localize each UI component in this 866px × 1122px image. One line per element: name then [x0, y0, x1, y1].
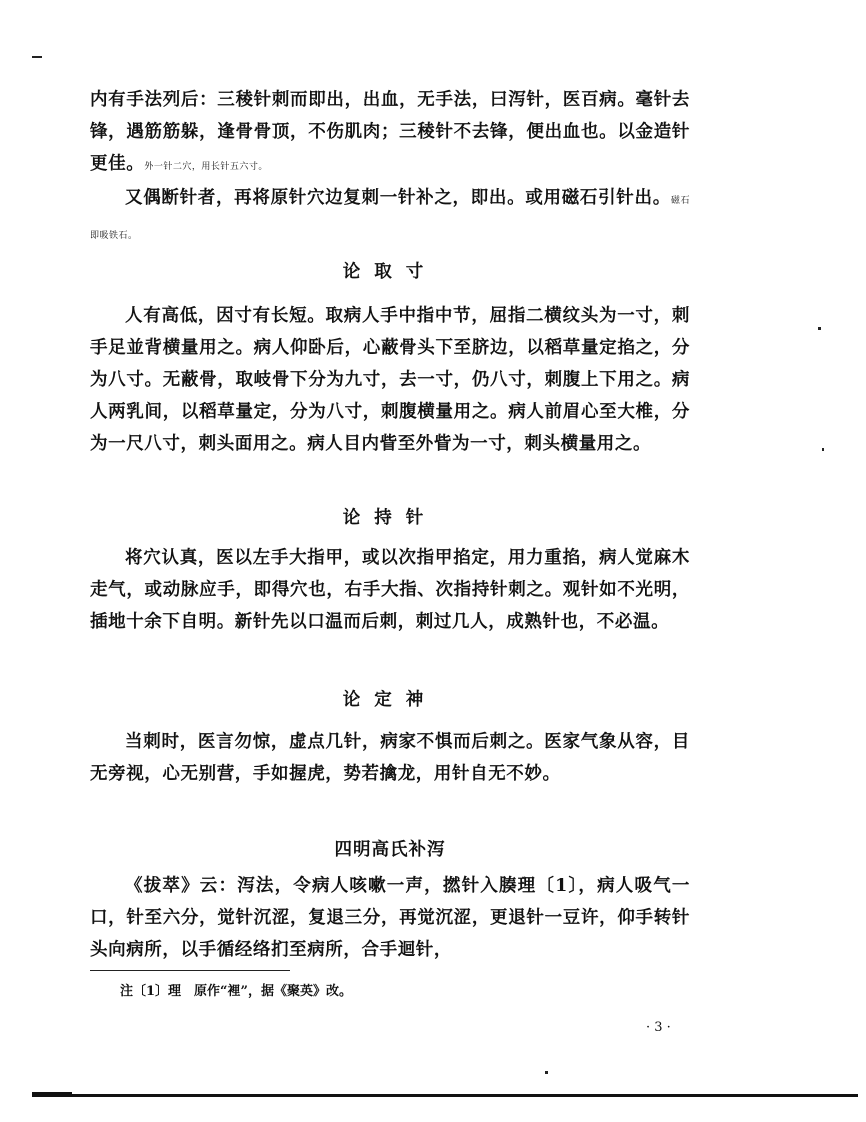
- para-2: 又偶断针者，再将原针穴边复刺一针补之，即出。或用磁石引针出。磁石即吸铁石。: [90, 188, 690, 241]
- inline-note: 磁石即吸铁石。: [90, 196, 690, 241]
- para-3: 人有高低，因寸有长短。取病人手中指中节，屈指二横纹头为一寸，刺手足並背横量用之。病人仰卧后，心蔽骨头下至脐边，以稻草量定掐之，分为八寸。无蔽骨，取岐骨下分为九寸，去一寸，仍八寸，刺腹上下用之。病人两乳间，以稻草量定，分为八寸，刺腹横量用之。病人前眉心至大椎，分为一尺八寸，刺头面用之。病人目内眥至外眥为一寸，刺头横量用之。: [90, 306, 690, 454]
- scan-mark: [32, 56, 42, 58]
- para-6: 《拔萃》云：泻法，令病人咳嗽一声，撚针入腠理〔1〕，病人吸气一口，针至六分，觉针沉涩，复退三分，再觉沉涩，更退针一豆许，仰手转针头向病所，以手循经络扪至病所，合手迴针，: [90, 876, 690, 960]
- section-heading: 论取寸: [342, 262, 438, 282]
- section-heading: 四明高氏补泻: [334, 840, 446, 860]
- footnote-rule: [90, 970, 290, 971]
- footnote: 注〔1〕理 原作“裡”，据《聚英》改。: [120, 984, 353, 999]
- scan-mark: [818, 327, 821, 330]
- section-heading: 论定神: [342, 690, 438, 710]
- bottom-border: [32, 1094, 858, 1097]
- section-heading: 论持针: [342, 508, 438, 528]
- scan-mark: [545, 1071, 548, 1074]
- page-number: · 3 ·: [646, 1020, 671, 1035]
- scan-mark: [822, 448, 824, 451]
- inline-note: 外一针二穴，用长针五六寸。: [144, 162, 268, 172]
- para-4: 将穴认真，医以左手大指甲，或以次指甲掐定，用力重掐，病人觉麻木走气，或动脉应手，即得穴也，右手大指、次指持针刺之。观针如不光明，插地十余下自明。新针先以口温而后刺，刺过几人，成熟针也，不必温。: [90, 548, 690, 632]
- para-1: 内有手法列后：三稜针刺而即出，出血，无手法，曰泻针，医百病。毫针去锋，遇筋筋躲，逢骨骨顶，不伤肌肉；三稜针不去锋，便出血也。以金造针更佳。外一针二穴，用长针五六寸。: [90, 90, 690, 174]
- para-5: 当刺时，医言勿惊，虚点几针，病家不惧而后刺之。医家气象从容，目无旁视，心无别营，手如握虎，势若擒龙，用针自无不妙。: [90, 732, 690, 784]
